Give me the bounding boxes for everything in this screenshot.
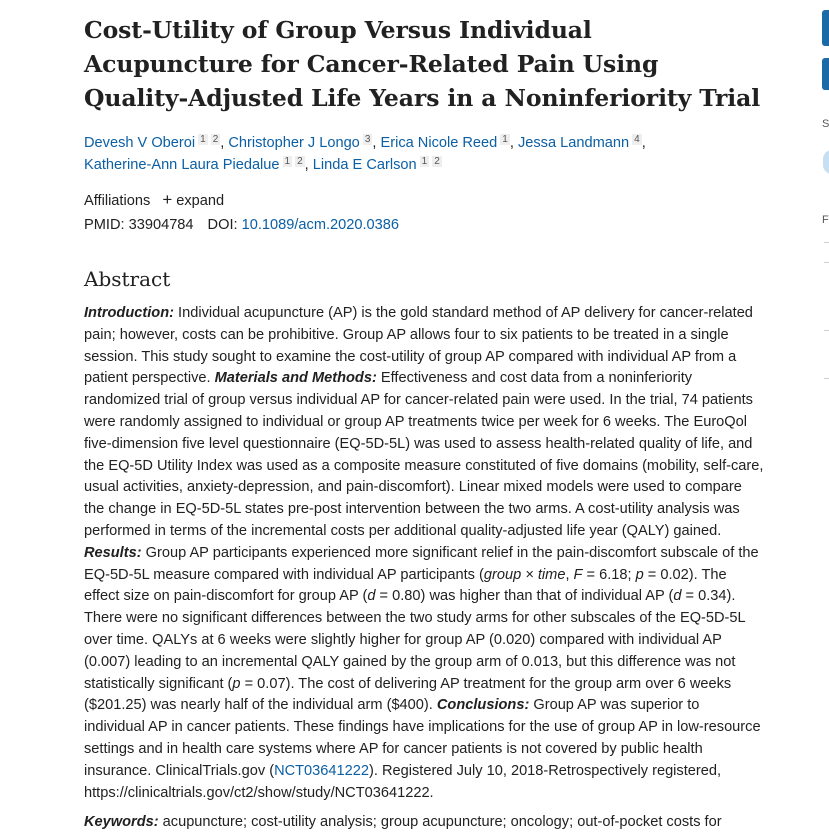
affiliation-ref[interactable]: 1 bbox=[284, 156, 291, 167]
author-list: Devesh V Oberoi $^1$ $^2$ , Christopher J Longo $^3$ , Erica Nicole Reed $^1$ , Jessa Landmann $^4$ , Katherine-Ann Laura Piedalue $^1$ $^2$ , Linda E Carlson $^1$ $^2$ bbox=[84, 134, 646, 173]
abstract-text: = 0.02). The effect size on pain-discomfort for group AP ( bbox=[84, 566, 727, 605]
abstract-text: , bbox=[565, 566, 574, 583]
affiliation-ref[interactable]: 3 bbox=[364, 134, 371, 145]
sidebar-toggle[interactable] bbox=[823, 150, 829, 174]
section-label-conclusions: Conclusions: bbox=[436, 697, 530, 714]
abstract-text: Individual acupuncture (AP) is the gold standard method of AP delivery for cancer-related pain; however, costs can be prohibitive. Group AP allows four to six patients to be treated in a single session. This study sought to examine the cost-utility of group AP compared with individual AP from a patient perspective. bbox=[84, 305, 753, 387]
author-link[interactable]: Devesh V Oberoi bbox=[84, 135, 196, 151]
pmid-label: PMID: bbox=[84, 217, 125, 233]
section-label-results: Results: bbox=[84, 544, 142, 561]
abstract-italic: p bbox=[232, 675, 241, 692]
author-link[interactable]: Christopher J Longo bbox=[228, 135, 360, 151]
abstract-text: = 0.07). The cost of delivering AP treatment for the group arm over 6 weeks ($201.25) was nearly half of the individual arm ($400). bbox=[84, 675, 732, 714]
keywords-text: acupuncture; cost-utility analysis; group acupuncture; oncology; out-of-pocket costs for bbox=[158, 814, 722, 831]
doi-link[interactable]: 10.1089/acm.2020.0386 bbox=[241, 217, 400, 233]
affiliation-ref[interactable]: 1 bbox=[502, 134, 508, 145]
sidebar-action-button[interactable] bbox=[822, 58, 829, 90]
sidebar-action-button[interactable] bbox=[822, 10, 829, 46]
abstract-italic: F bbox=[573, 566, 583, 583]
affiliation-ref[interactable]: 2 bbox=[434, 156, 440, 167]
article-title: Cost-Utility of Group Versus Individual Acupuncture for Cancer-Related Pain Using Quality-Adjusted Life Years in a Noninferiority Trial bbox=[84, 16, 761, 112]
article-page bbox=[84, 0, 764, 834]
sidebar-label: S bbox=[822, 118, 829, 130]
abstract-text: Group AP participants experienced more significant relief in the pain-discomfort subscale of the EQ-5D-5L measure compared with individual AP participants ( bbox=[84, 544, 759, 583]
affiliation-ref[interactable]: 2 bbox=[297, 156, 303, 167]
section-label-introduction: Introduction: bbox=[84, 305, 174, 321]
sidebar-divider bbox=[824, 330, 829, 331]
author-link[interactable]: Linda E Carlson bbox=[312, 157, 417, 173]
abstract-body bbox=[84, 303, 764, 804]
abstract-text: Group AP was superior to individual AP in cancer patients. These findings have implications for the use of group AP in low-resource settings and in health care systems where AP for cancer patients is not covered by public health insurance. ClinicalTrials.gov ( bbox=[84, 697, 761, 779]
affiliations-label: Affiliations bbox=[84, 193, 151, 209]
sidebar-label: F bbox=[822, 214, 829, 226]
abstract-italic: d bbox=[367, 588, 376, 605]
affiliations-row bbox=[84, 190, 764, 211]
affiliation-ref[interactable]: 1 bbox=[421, 156, 428, 167]
affiliation-ref[interactable]: 2 bbox=[212, 134, 219, 145]
sidebar-divider bbox=[824, 262, 829, 263]
abstract-italic: d bbox=[673, 588, 682, 605]
author-link[interactable]: Katherine-Ann Laura Piedalue bbox=[84, 157, 280, 173]
affiliation-ref[interactable]: 1 bbox=[200, 134, 206, 145]
sidebar-divider bbox=[824, 242, 829, 243]
doi-label: DOI: bbox=[207, 217, 238, 233]
section-label-methods: Materials and Methods: bbox=[214, 370, 377, 387]
affiliation-ref[interactable]: 4 bbox=[634, 134, 640, 145]
expand-label: expand bbox=[176, 193, 225, 209]
abstract-italic: p bbox=[635, 566, 644, 583]
abstract-heading: Abstract bbox=[84, 267, 171, 291]
author-link[interactable]: Erica Nicole Reed bbox=[380, 135, 498, 151]
abstract-text: = 0.80) was higher than that of individual AP ( bbox=[375, 588, 674, 605]
keywords-row bbox=[84, 812, 764, 834]
abstract-text: = 0.34). There were no significant differences between the two study arms for other subscales of the EQ-5D-5L over time. QALYs at 6 weeks were slightly higher for group AP (0.020) compared with individual AP (0.007) leading to an incremental QALY gained by the group arm of 0.013, but this difference was not statistically significant ( bbox=[84, 588, 746, 692]
abstract-italic: group × time bbox=[483, 566, 566, 583]
expand-affiliations-button[interactable] bbox=[162, 190, 225, 209]
abstract-text: Effectiveness and cost data from a noninferiority randomized trial of group versus individual AP for cancer-related pain were used. In the trial, 74 patients were randomly assigned to individual or group AP treatments twice per week for 6 weeks. The EuroQol five-dimension five level questionnaire (EQ-5D-5L) was used to assess health-related quality of life, and the EQ-5D Utility Index was used as a composite measure constituted of five domains (mobility, self-care, usual activities, anxiety-depression, and pain-discomfort). Linear mixed models were used to compare the change in EQ-5D-5L states pre-post intervention between the two arms. A cost-utility analysis was performed in terms of the incremental costs per additional quality-adjusted life year (QALY) gained. bbox=[84, 370, 764, 539]
author-link[interactable]: Jessa Landmann bbox=[517, 135, 630, 151]
clinical-trial-link[interactable]: NCT03641222 bbox=[274, 762, 369, 779]
pmid-value: 33904784 bbox=[128, 217, 194, 233]
article-identifiers bbox=[84, 215, 764, 235]
sidebar-divider bbox=[824, 378, 829, 379]
plus-icon: + bbox=[162, 190, 173, 209]
abstract-text: ). Registered July 10, 2018-Retrospectively registered, https://clinicaltrials.gov/ct2/show/study/NCT03641222. bbox=[84, 762, 722, 801]
keywords-label: Keywords: bbox=[84, 814, 159, 831]
abstract-text: = 6.18; bbox=[582, 566, 636, 583]
